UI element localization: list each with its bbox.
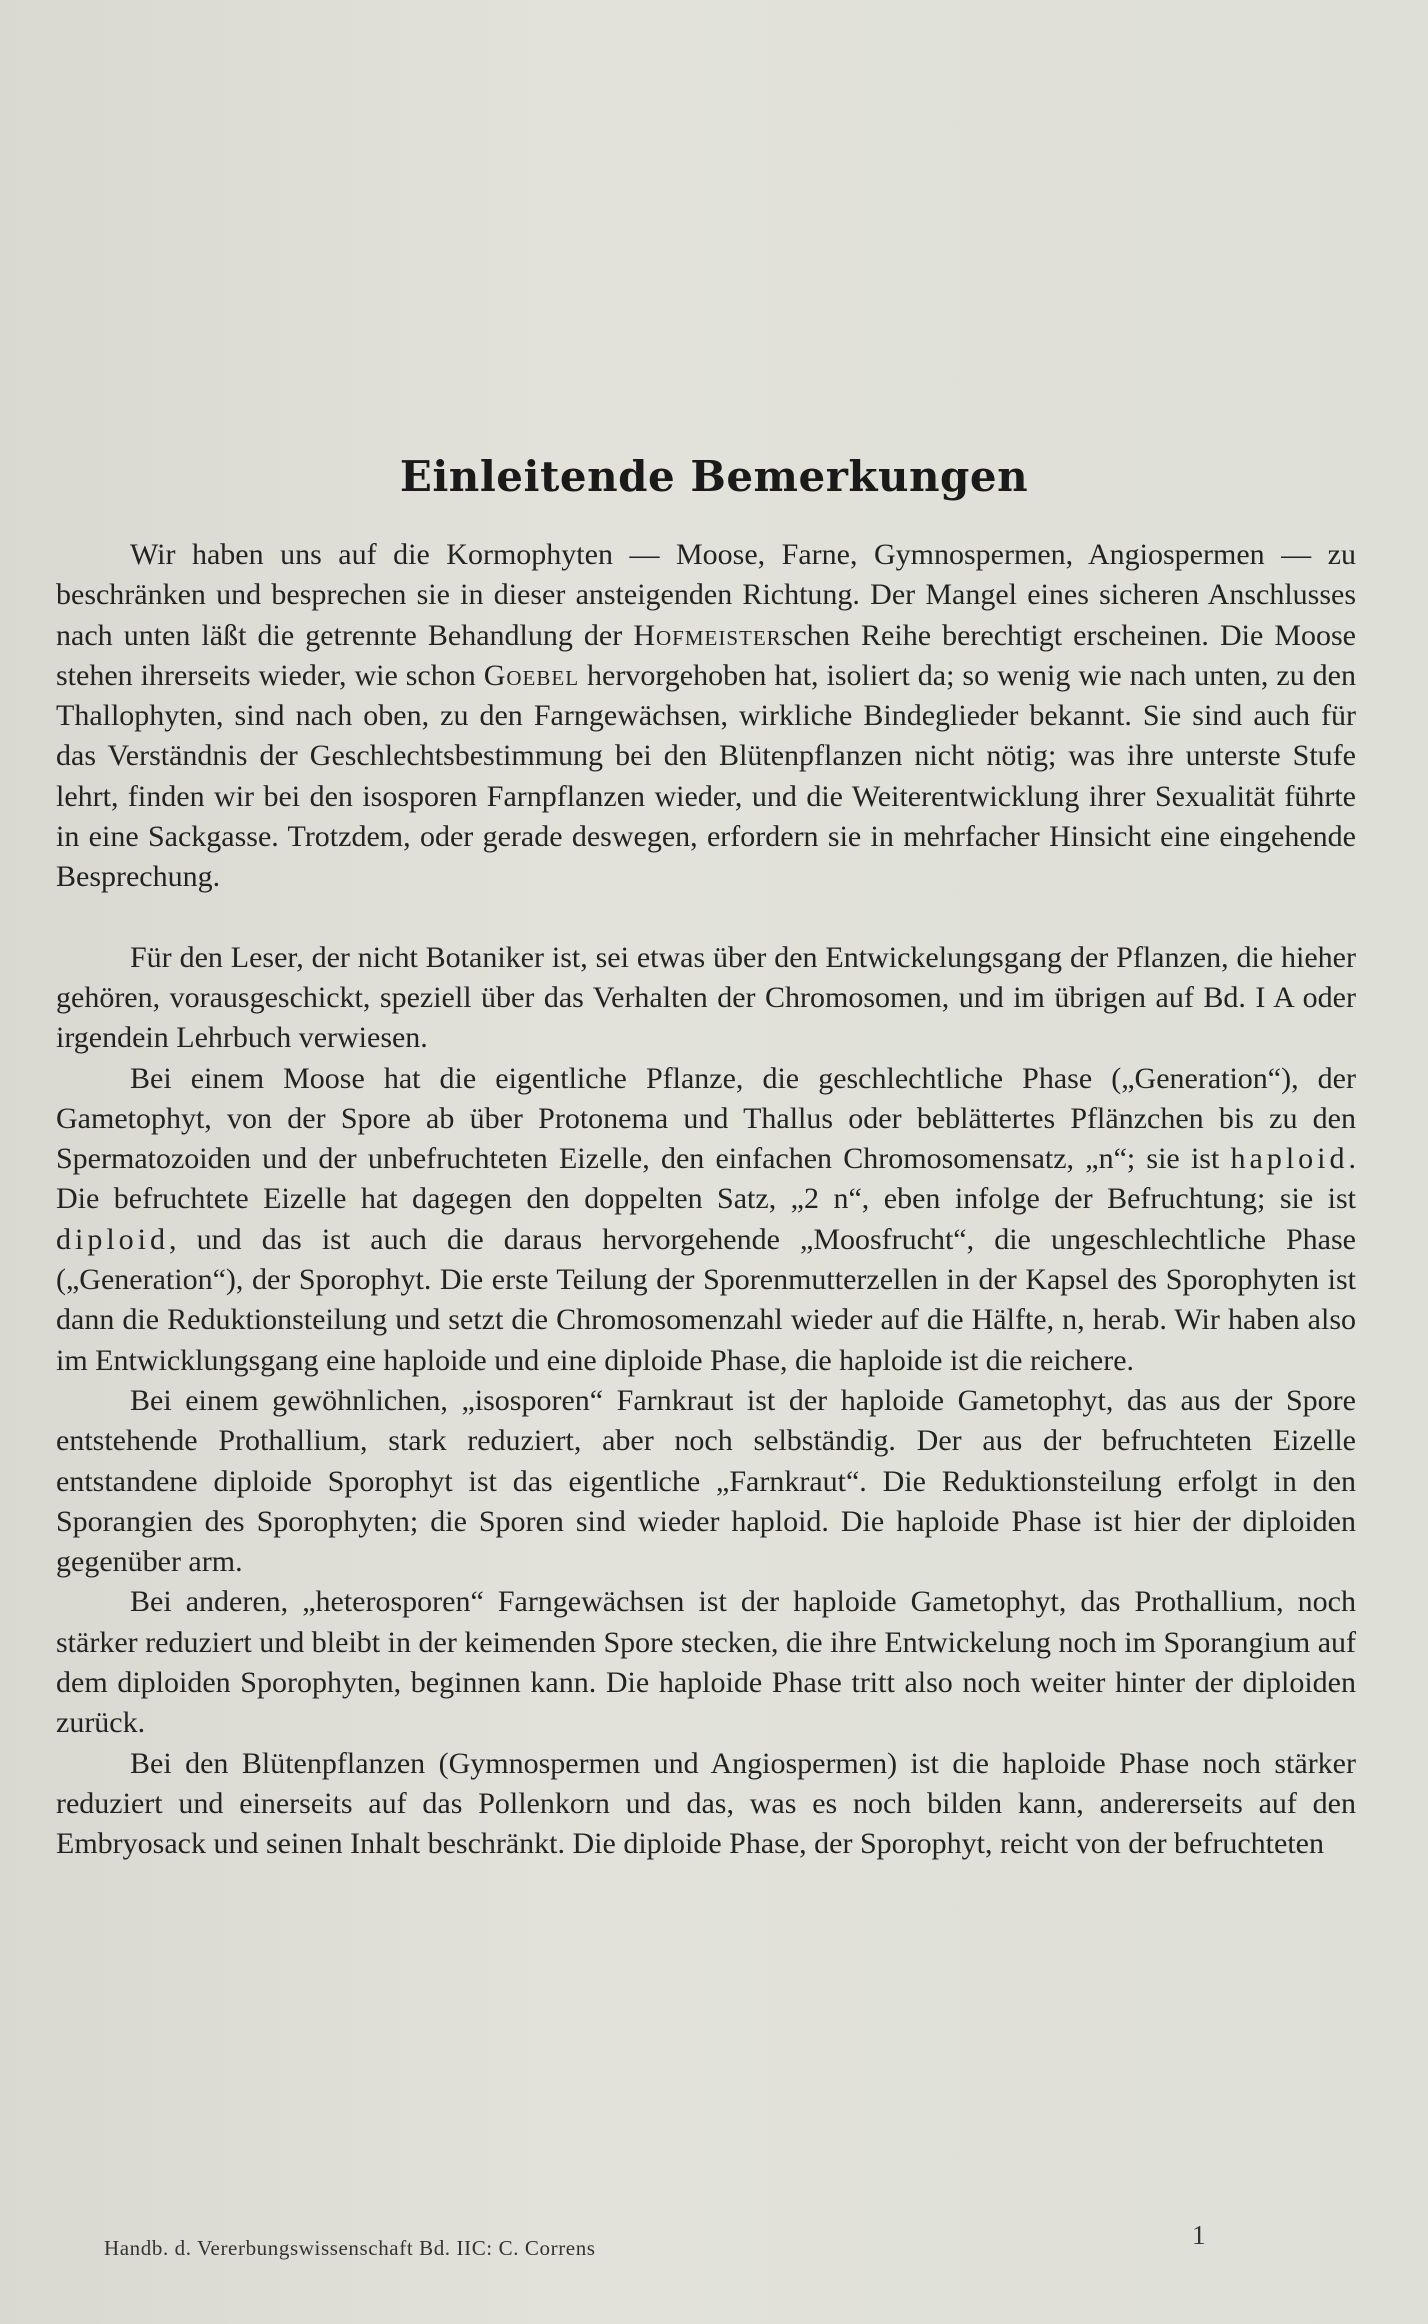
paragraph-1-text-b: schen Reihe berechtigt erscheinen. Die Moose stehen ihrerseits wieder, wie schon: [56, 618, 1356, 692]
page-footer: Handb. d. Vererbungswissenschaft Bd. IIC: C. Correns: [104, 2236, 596, 2260]
paragraph-5: Bei anderen, „heterosporen“ Farngewächsen ist der haploide Gametophyt, das Prothallium, noch stärker reduziert und bleibt in der keimenden Spore stecken, die ihre Entwickelung noch im Sporangium auf dem diploiden Sporophyten, beginnen kann. Die haploide Phase tritt also noch weiter hinter der diploiden zurück.: [56, 1585, 1356, 1740]
author-name-hofmeister: Hofmeister: [633, 618, 782, 652]
term-diploid: diploid: [56, 1222, 170, 1256]
paragraph-1-text-c: hervorgehoben hat, isoliert da; so wenig wie nach unten, zu den Thallophyten, sind nach oben, zu den Farngewächsen, wirkliche Bindeglieder bekannt. Sie sind auch für das Verständnis der Geschlechtsbestimmung bei den Blütenpflanzen nicht nötig; was ihre unterste Stufe lehrt, finden wir bei den isosporen Farnpflanzen wieder, und die Weiterentwicklung ihrer Sexualität führte in eine Sackgasse. Trotzdem, oder gerade deswegen, erfordern sie in mehrfacher Hinsicht eine eingehende Besprechung.: [56, 658, 1356, 894]
paragraph-2: Für den Leser, der nicht Botaniker ist, sei etwas über den Entwickelungsgang der Pflanzen, die hieher gehören, vorausgeschickt, speziell über das Verhalten der Chromosomen, und im übrigen auf Bd. I A oder irgendein Lehrbuch verwiesen.: [56, 940, 1356, 1055]
paragraph-6: Bei den Blütenpflanzen (Gymnospermen und Angiospermen) ist die haploide Phase noch stärker reduziert und einerseits auf das Pollenkorn und das, was es noch bilden kann, andererseits auf den Embryosack und seinen Inhalt beschränkt. Die diploide Phase, der Sporophyt, reicht von der befruchteten: [56, 1746, 1356, 1861]
paragraph-1: [56, 535, 1356, 898]
paragraph-3: [56, 1059, 1356, 1381]
page-number: 1: [1192, 2220, 1206, 2250]
paragraph-1-text-a: Wir haben uns auf die Kormophyten — Moose, Farne, Gymnospermen, Angiospermen — zu beschränken und besprechen sie in dieser ansteigenden Richtung. Der Mangel eines sicheren Anschlusses nach unten läßt die getrennte Behandlung der: [56, 538, 1356, 652]
body-text: [56, 535, 1356, 1865]
paragraph-4: Bei einem gewöhnlichen, „isosporen“ Farnkraut ist der haploide Gametophyt, das aus der Spore entstehende Prothallium, stark reduziert, aber noch selbständig. Der aus der befruchteten Eizelle entstandene diploide Sporophyt ist das eigentliche „Farnkraut“. Die Reduktionsteilung erfolgt in den Sporangien des Sporophyten; die Sporen sind wieder haploid. Die haploide Phase ist hier der diploiden gegenüber arm.: [56, 1383, 1356, 1579]
term-haploid: haploid: [1230, 1142, 1349, 1176]
paragraph-3-text-b: . Die befruchtete Eizelle hat dagegen den doppelten Satz, „2 n“, eben infolge der Befruchtung; sie ist: [56, 1142, 1356, 1216]
paragraph-3-text-a: Bei einem Moose hat die eigentliche Pflanze, die geschlechtliche Phase („Generation“), der Gametophyt, von der Spore ab über Protonema und Thallus oder beblättertes Pflänzchen bis zu den Spermatozoiden und der unbefruchteten Eizelle, den einfachen Chromosomensatz, „n“; sie ist: [56, 1061, 1356, 1176]
paragraph-3-text-c: , und das ist auch die daraus hervorgehende „Moosfrucht“, die ungeschlechtliche Phase („Generation“), der Sporophyt. Die erste Teilung der Sporenmutterzellen in der Kapsel des Sporophyten ist dann die Reduktionsteilung und setzt die Chromosomenzahl wieder auf die Hälfte, n, herab. Wir haben also im Entwicklungsgang eine haploide und eine diploide Phase, die haploide ist die reichere.: [56, 1222, 1356, 1377]
section-heading: Einleitende Bemerkungen: [399, 452, 1029, 501]
author-name-goebel: Goebel: [483, 658, 580, 692]
